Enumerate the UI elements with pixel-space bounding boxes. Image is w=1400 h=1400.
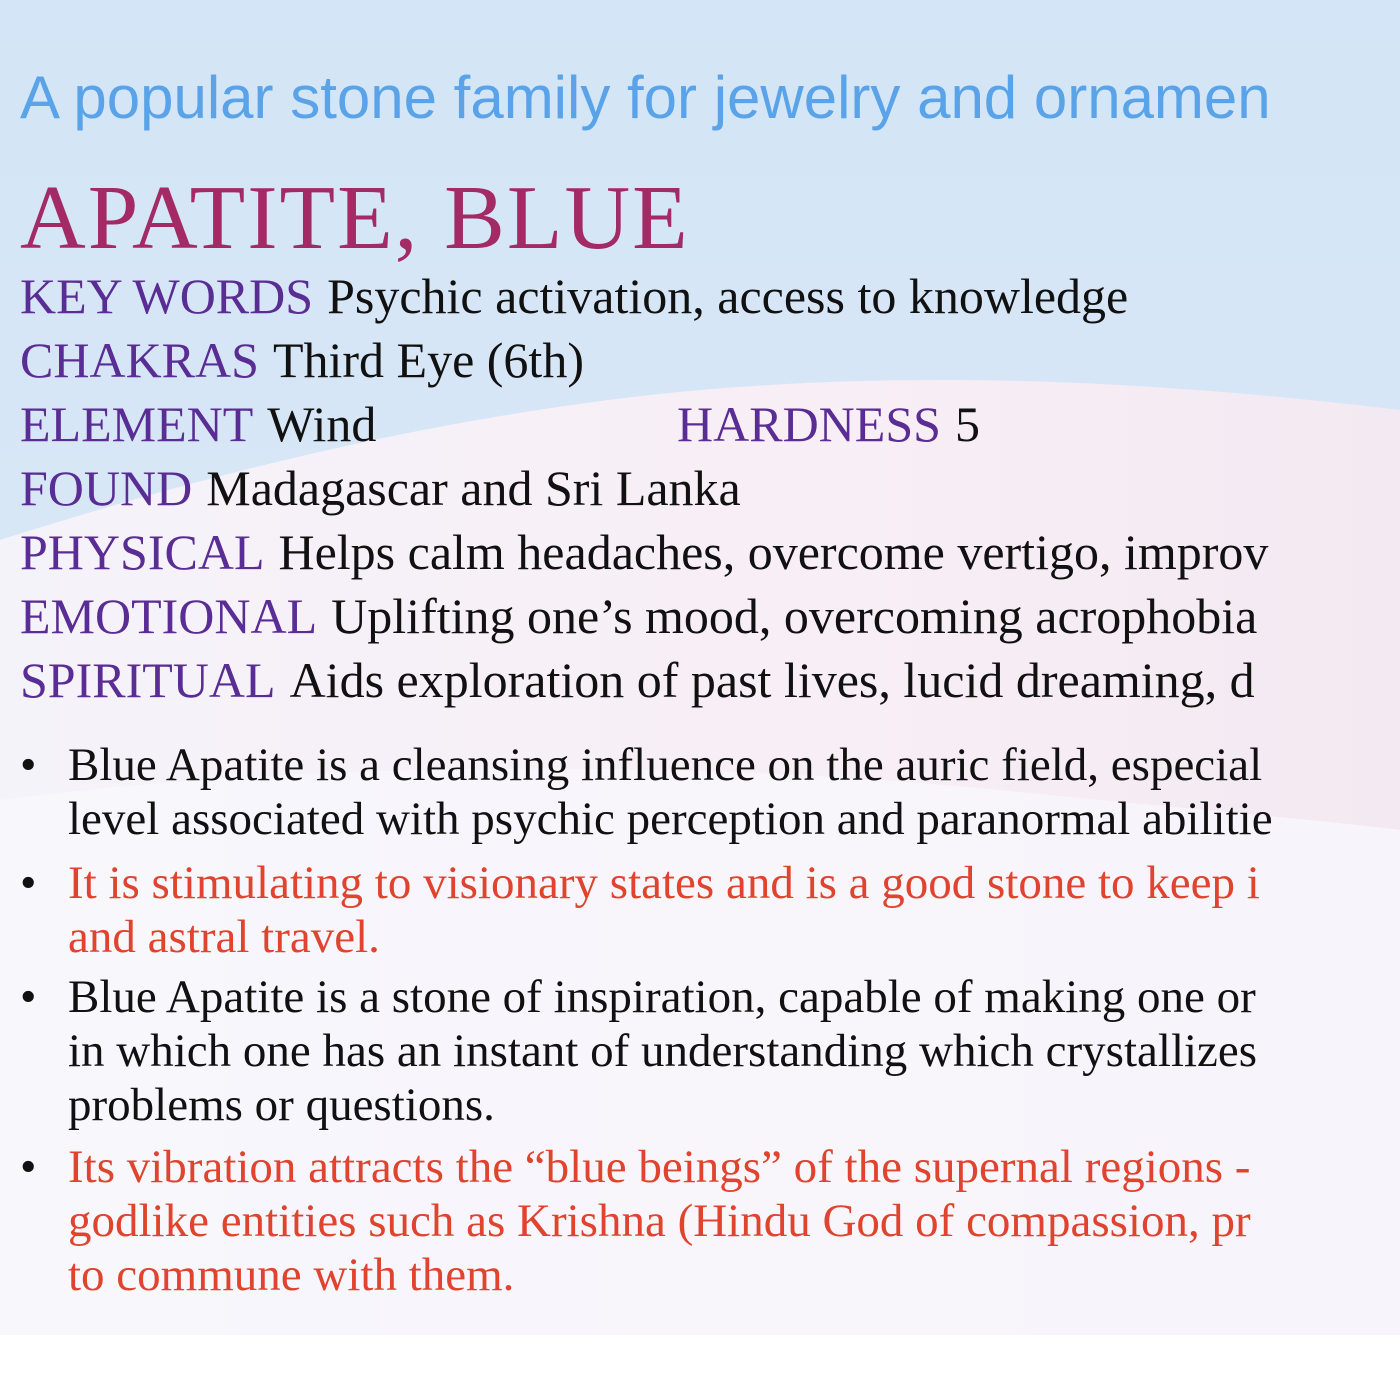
key-words-value: Psychic activation, access to knowledge: [327, 268, 1129, 324]
hardness-label: HARDNESS: [677, 396, 941, 452]
bullet-list: [0, 738, 1273, 1310]
slide-subtitle: A popular stone family for jewelry and ornamen: [20, 64, 1271, 131]
key-words-row: [20, 266, 1128, 326]
bullet-line: Blue Apatite is a cleansing influence on the auric field, especial: [68, 739, 1263, 791]
bullet-icon: •: [20, 857, 37, 909]
bullet-item: [0, 738, 1273, 856]
bullet-icon: •: [20, 739, 37, 791]
key-words-label: KEY WORDS: [20, 268, 314, 324]
bullet-icon: •: [20, 1141, 37, 1193]
found-row: [20, 458, 741, 518]
bullet-line: to commune with them.: [68, 1249, 515, 1301]
chakras-row: [20, 330, 584, 390]
chakras-label: CHAKRAS: [20, 332, 259, 388]
hardness-group: [677, 394, 980, 454]
emotional-value: Uplifting one’s mood, overcoming acrophobia: [331, 588, 1258, 644]
bullet-line: godlike entities such as Krishna (Hindu God of compassion, pr: [68, 1195, 1251, 1247]
spiritual-label: SPIRITUAL: [20, 652, 276, 708]
slide-title: APATITE, BLUE: [20, 167, 690, 268]
spiritual-row: [20, 650, 1255, 710]
element-hardness-row: [20, 394, 1020, 454]
emotional-label: EMOTIONAL: [20, 588, 318, 644]
physical-row: [20, 522, 1268, 582]
bullet-item: [0, 970, 1273, 1140]
element-label: ELEMENT: [20, 396, 254, 452]
bullet-line: Its vibration attracts the “blue beings” of the supernal regions -: [68, 1141, 1251, 1193]
physical-value: Helps calm headaches, overcome vertigo, improv: [278, 524, 1269, 580]
physical-label: PHYSICAL: [20, 524, 265, 580]
element-value: Wind: [267, 396, 377, 452]
spiritual-value: Aids exploration of past lives, lucid dreaming, d: [289, 652, 1255, 708]
bullet-line: Blue Apatite is a stone of inspiration, capable of making one or: [68, 971, 1256, 1023]
hardness-value: 5: [954, 396, 980, 452]
bullet-line: It is stimulating to visionary states and is a good stone to keep i: [68, 857, 1260, 909]
bullet-line: level associated with psychic perception and paranormal abilitie: [68, 793, 1273, 845]
chakras-value: Third Eye (6th): [272, 332, 584, 388]
emotional-row: [20, 586, 1257, 646]
bullet-line: problems or questions.: [68, 1079, 495, 1131]
bullet-line: and astral travel.: [68, 911, 380, 963]
bullet-item: [0, 856, 1273, 970]
bullet-icon: •: [20, 971, 37, 1023]
bullet-item: [0, 1140, 1273, 1310]
found-value: Madagascar and Sri Lanka: [206, 460, 741, 516]
bullet-line: in which one has an instant of understanding which crystallizes: [68, 1025, 1258, 1077]
found-label: FOUND: [20, 460, 193, 516]
